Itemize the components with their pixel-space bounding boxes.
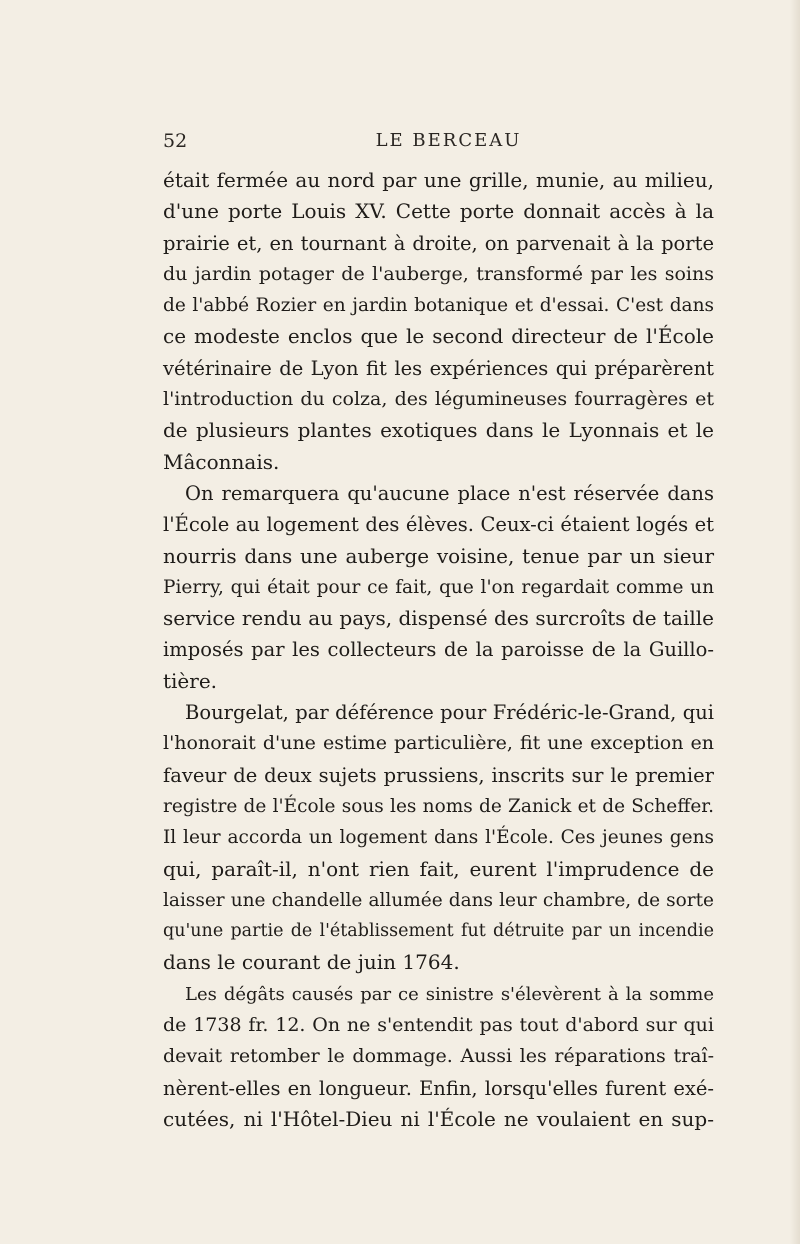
text-line: vétérinaire de Lyon fit les expériences qui préparèrent [163,356,714,380]
running-title: LE BERCEAU [375,130,522,151]
text-line: d'une porte Louis XV. Cette porte donnait accès à la [163,199,714,224]
text-line: l'École au logement des élèves. Ceux-ci étaient logés et [163,513,714,537]
page-header [163,130,714,160]
text-line: faveur de deux sujets prussiens, inscrits sur le premier [163,763,714,787]
text-line: imposés par les collecteurs de la paroisse de la Guillo- [163,638,714,662]
text-line: dans le courant de juin 1764. [163,950,460,975]
text-line: laisser une chandelle allumée dans leur chambre, de sorte [163,889,714,911]
body-text [163,165,714,1135]
text-line: nourris dans une auberge voisine, tenue par un sieur [163,543,714,568]
text-line: prairie et, en tournant à droite, on parvenait à la porte [163,231,714,255]
text-line: cutées, ni l'Hôtel-Dieu ni l'École ne voulaient en sup- [163,1106,714,1131]
text-line: service rendu au pays, dispensé des surcroîts de taille [163,606,714,631]
text-line: tière. [163,668,218,693]
text-line: qu'une partie de l'établissement fut détruite par un incendie [163,921,714,942]
text-line: de plusieurs plantes exotiques dans le Lyonnais et le [163,418,714,443]
text-line: nèrent-elles en longueur. Enfin, lorsqu'elles furent exé- [163,1076,714,1100]
text-line: Bourgelat, par déférence pour Frédéric-le-Grand, qui [185,701,714,725]
text-line: l'honorait d'une estime particulière, fit une exception en [163,732,714,755]
text-line: du jardin potager de l'auberge, transformé par les soins [163,262,714,285]
text-line: ce modeste enclos que le second directeur de l'École [163,324,714,349]
text-line: de l'abbé Rozier en jardin botanique et d'essai. C'est dans [163,295,714,317]
page-number: 52 [163,130,188,152]
text-line: On remarquera qu'aucune place n'est réservée dans [185,481,714,505]
text-line: Il leur accorda un logement dans l'École. Ces jeunes gens [163,827,714,849]
page-edge [790,0,800,1244]
text-line: registre de l'École sous les noms de Zanick et de Scheffer. [163,795,714,817]
text-line: qui, paraît-il, n'ont rien fait, eurent l'imprudence de [163,856,714,881]
text-line: Mâconnais. [163,449,280,474]
text-line: était fermée au nord par une grille, munie, au milieu, [163,168,714,192]
text-line: de 1738 fr. 12. On ne s'entendit pas tout d'abord sur qui [163,1014,714,1037]
text-line: Pierry, qui était pour ce fait, que l'on regardait comme un [163,576,714,598]
text-line: l'introduction du colza, des légumineuses fourragères et [163,388,714,411]
text-line: devait retomber le dommage. Aussi les réparations traî- [163,1045,714,1068]
text-line: Les dégâts causés par ce sinistre s'élevèrent à la somme [185,983,714,1005]
